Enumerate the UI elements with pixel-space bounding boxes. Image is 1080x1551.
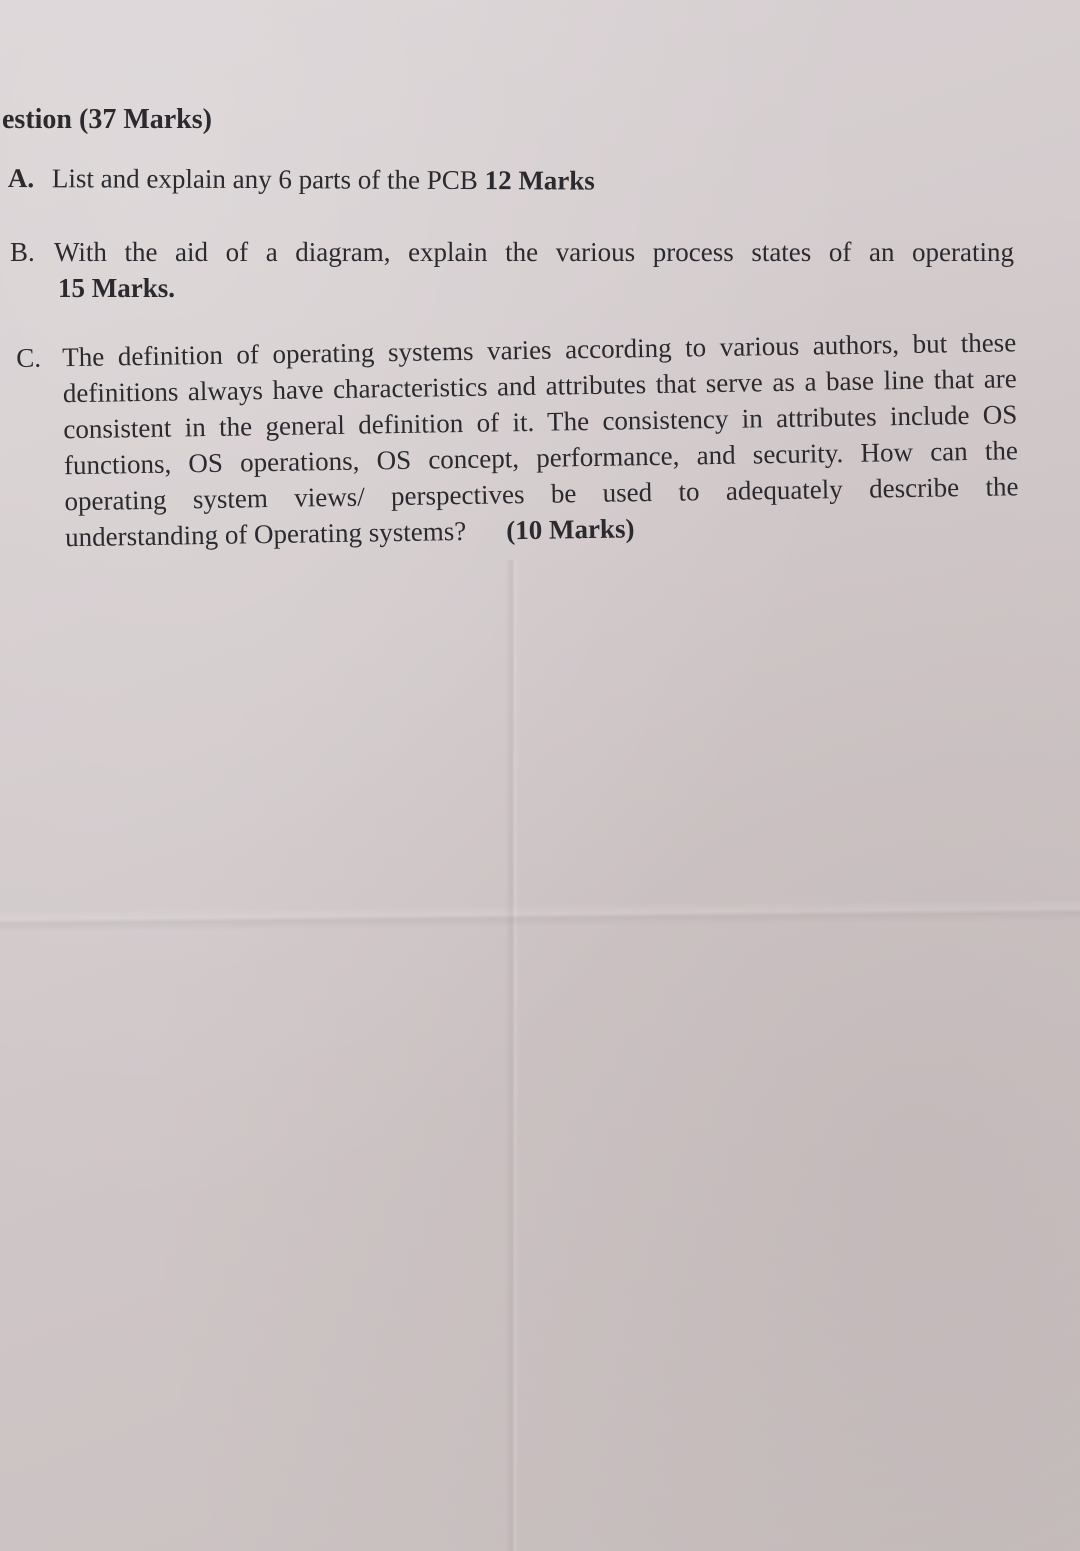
question-a: [8, 160, 595, 199]
question-c-text-line: definitions always have characteristics and attributes that serve as a base line that are: [62, 363, 1017, 409]
question-a-letter: A.: [7, 162, 35, 194]
question-c-text-line: consistent in the general definition of it. The consistency in attributes include OS: [63, 399, 1018, 445]
question-a-text: List and explain any 6 parts of the PCB: [51, 163, 478, 196]
question-b-line: [10, 234, 1014, 270]
question-b-text: With the aid of a diagram, explain the various process states of an operating: [54, 237, 1014, 267]
question-b-letter: B.: [10, 237, 35, 267]
question-c-text-line: functions, OS operations, OS concept, performance, and security. How can the: [63, 435, 1019, 481]
question-c-text-line: The definition of operating systems varies according to various authors, but these: [62, 327, 1017, 373]
question-c: [16, 324, 1019, 556]
question-a-marks: 12 Marks: [484, 165, 595, 196]
question-b: [10, 234, 1014, 306]
question-c-marks: (10 Marks): [505, 513, 635, 546]
section-heading: estion (37 Marks): [2, 104, 212, 135]
question-c-text-line: operating system views/ perspectives be used to adequately describe the: [64, 471, 1019, 517]
question-b-marks: 15 Marks.: [58, 273, 175, 303]
question-c-letter: C.: [16, 342, 42, 373]
question-c-text-line: understanding of Operating systems?: [64, 515, 467, 553]
